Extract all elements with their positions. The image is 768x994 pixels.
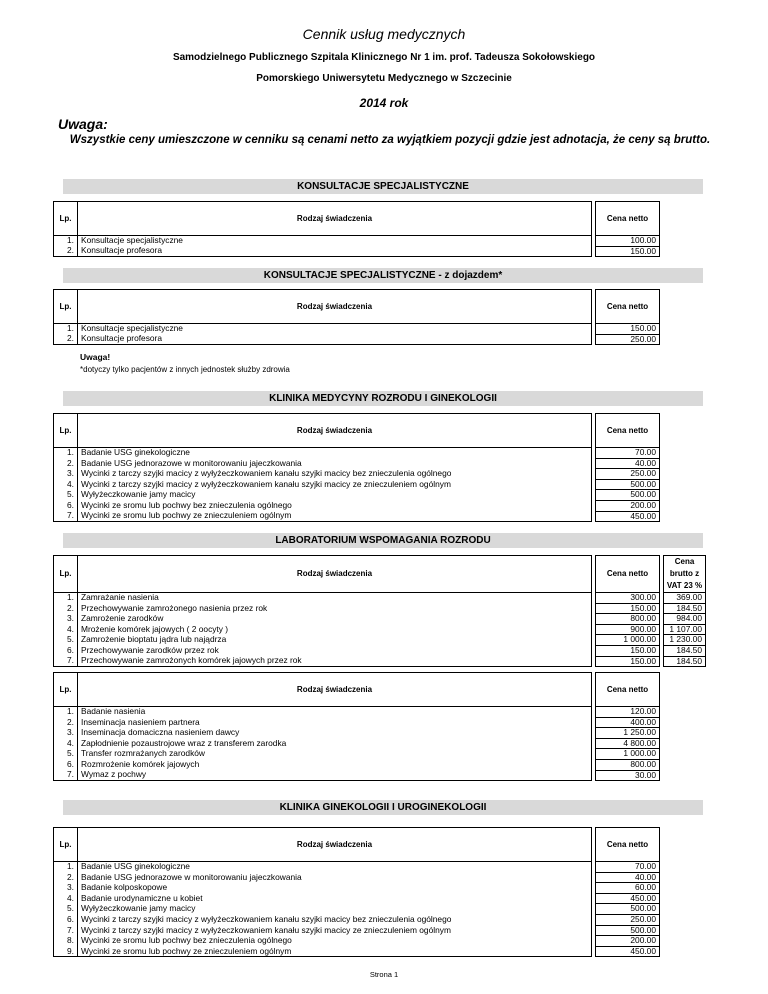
price-year: 2014 rok	[359, 96, 409, 110]
travel-note-text: *dotyczy tylko pacjentów z innych jednostek służby zdrowia	[80, 365, 290, 374]
table-row: 9. Wycinki ze sromu lub pochwy ze znieczuleniem ogólnym 450.00	[54, 946, 660, 957]
header-lp: Lp.	[54, 290, 78, 324]
travel-note-heading: Uwaga!	[80, 352, 111, 362]
table-row: 5. Wyłyżeczkowanie jamy macicy 500.00	[54, 490, 660, 501]
header-price: Cena netto	[596, 828, 660, 862]
table-row: 1. Konsultacje specjalistyczne 150.00	[54, 324, 660, 335]
table-row: 2. Inseminacja nasieniem partnera 400.00	[54, 717, 660, 728]
table-row: 1. Badanie USG ginekologiczne 70.00	[54, 448, 660, 459]
header-lp: Lp.	[54, 556, 78, 593]
table-row: 2. Badanie USG jednorazowe w monitorowaniu jajeczkowania 40.00	[54, 458, 660, 469]
table-row: 5. Zamrożenie bioptatu jądra lub najądrza 1 000.00 1 230.00	[54, 635, 706, 646]
university-name: Pomorskiego Uniwersytetu Medycznego w Szczecinie	[256, 73, 512, 84]
section-title: KONSULTACJE SPECJALISTYCZNE	[63, 179, 703, 194]
table-row: 2. Badanie USG jednorazowe w monitorowaniu jajeczkowania 40.00	[54, 872, 660, 883]
price-table-brutto	[53, 555, 706, 667]
table-row: 7. Wycinki ze sromu lub pochwy ze znieczuleniem ogólnym 450.00	[54, 511, 660, 522]
header-price: Cena netto	[596, 202, 660, 236]
header-name: Rodzaj świadczenia	[78, 828, 592, 862]
table-row: 4. Wycinki z tarczy szyjki macicy z wyłyżeczkowaniem kanału szyjki macicy ze znieczuleniem ogólnym 500.00	[54, 479, 660, 490]
header-lp: Lp.	[54, 828, 78, 862]
header-lp: Lp.	[54, 202, 78, 236]
table-row: 2. Przechowywanie zamrożonego nasienia przez rok 150.00 184.50	[54, 603, 706, 614]
section-title: KLINIKA MEDYCYNY ROZRODU I GINEKOLOGII	[63, 391, 703, 406]
hospital-name: Samodzielnego Publicznego Szpitala Klinicznego Nr 1 im. prof. Tadeusza Sokołowskiego	[172, 52, 596, 63]
header-name: Rodzaj świadczenia	[78, 290, 592, 324]
table-row: 1. Zamrażanie nasienia 300.00 369.00	[54, 593, 706, 604]
table-row: 2. Konsultacje profesora 150.00	[54, 246, 660, 257]
price-table	[53, 827, 660, 957]
table-row: 7. Wymaz z pochwy 30.00	[54, 770, 660, 781]
table-row: 1. Konsultacje specjalistyczne 100.00	[54, 236, 660, 247]
header-lp: Lp.	[54, 414, 78, 448]
table-row: 6. Przechowywanie zarodków przez rok 150.00 184.50	[54, 645, 706, 656]
table-row: 3. Wycinki z tarczy szyjki macicy z wyłyżeczkowaniem kanału szyjki macicy bez znieczulenia ogólnego 250.00	[54, 469, 660, 480]
table-row: 1. Badanie nasienia 120.00	[54, 707, 660, 718]
header-name: Rodzaj świadczenia	[78, 414, 592, 448]
table-row: 2. Konsultacje profesora 250.00	[54, 334, 660, 345]
page-footer: Strona 1	[369, 970, 399, 979]
price-table	[53, 672, 660, 781]
price-table	[53, 289, 660, 345]
table-row: 5. Transfer rozmrażanych zarodków 1 000.00	[54, 749, 660, 760]
table-row: 7. Przechowywanie zamrożonych komórek jajowych przez rok 150.00 184.50	[54, 656, 706, 667]
table-row: 3. Inseminacja domaciczna nasieniem dawcy 1 250.00	[54, 728, 660, 739]
table-row: 3. Zamrożenie zarodków 800.00 984.00	[54, 614, 706, 625]
header-price: Cena netto	[596, 556, 660, 593]
notice-text: Wszystkie ceny umieszczone w cenniku są cenami netto za wyjątkiem pozycji gdzie jest adnotacja, że ceny są brutto.	[69, 134, 711, 146]
table-row: 3. Badanie kolposkopowe 60.00	[54, 883, 660, 894]
header-lp: Lp.	[54, 673, 78, 707]
table-row: 4. Zapłodnienie pozaustrojowe wraz z transferem zarodka 4 800.00	[54, 738, 660, 749]
page-title: Cennik usług medycznych	[302, 26, 466, 42]
table-row: 5. Wyłyżeczkowanie jamy macicy 500.00	[54, 904, 660, 915]
table-row: 7. Wycinki z tarczy szyjki macicy z wyłyżeczkowaniem kanału szyjki macicy ze znieczuleniem ogólnym 500.00	[54, 925, 660, 936]
header-price: Cena netto	[596, 673, 660, 707]
header-brutto: Cena brutto z VAT 23 %	[664, 556, 706, 593]
section-title: KLINIKA GINEKOLOGII I UROGINEKOLOGII	[63, 800, 703, 815]
notice-heading: Uwaga:	[58, 116, 108, 132]
header-price: Cena netto	[596, 414, 660, 448]
price-table	[53, 201, 660, 257]
table-row: 4. Mrożenie komórek jajowych ( 2 oocyty ) 900.00 1 107.00	[54, 624, 706, 635]
section-title: LABORATORIUM WSPOMAGANIA ROZRODU	[63, 533, 703, 548]
table-row: 6. Wycinki ze sromu lub pochwy bez znieczulenia ogólnego 200.00	[54, 500, 660, 511]
section-title: KONSULTACJE SPECJALISTYCZNE - z dojazdem*	[63, 268, 703, 283]
table-row: 8. Wycinki ze sromu lub pochwy bez znieczulenia ogólnego 200.00	[54, 936, 660, 947]
table-row: 4. Badanie urodynamiczne u kobiet 450.00	[54, 893, 660, 904]
table-row: 6. Wycinki z tarczy szyjki macicy z wyłyżeczkowaniem kanału szyjki macicy bez znieczulenia ogólnego 250.00	[54, 914, 660, 925]
header-name: Rodzaj świadczenia	[78, 556, 592, 593]
header-name: Rodzaj świadczenia	[78, 202, 592, 236]
table-row: 6. Rozmrożenie komórek jajowych 800.00	[54, 759, 660, 770]
table-row: 1. Badanie USG ginekologiczne 70.00	[54, 862, 660, 873]
price-table	[53, 413, 660, 522]
header-name: Rodzaj świadczenia	[78, 673, 592, 707]
header-price: Cena netto	[596, 290, 660, 324]
